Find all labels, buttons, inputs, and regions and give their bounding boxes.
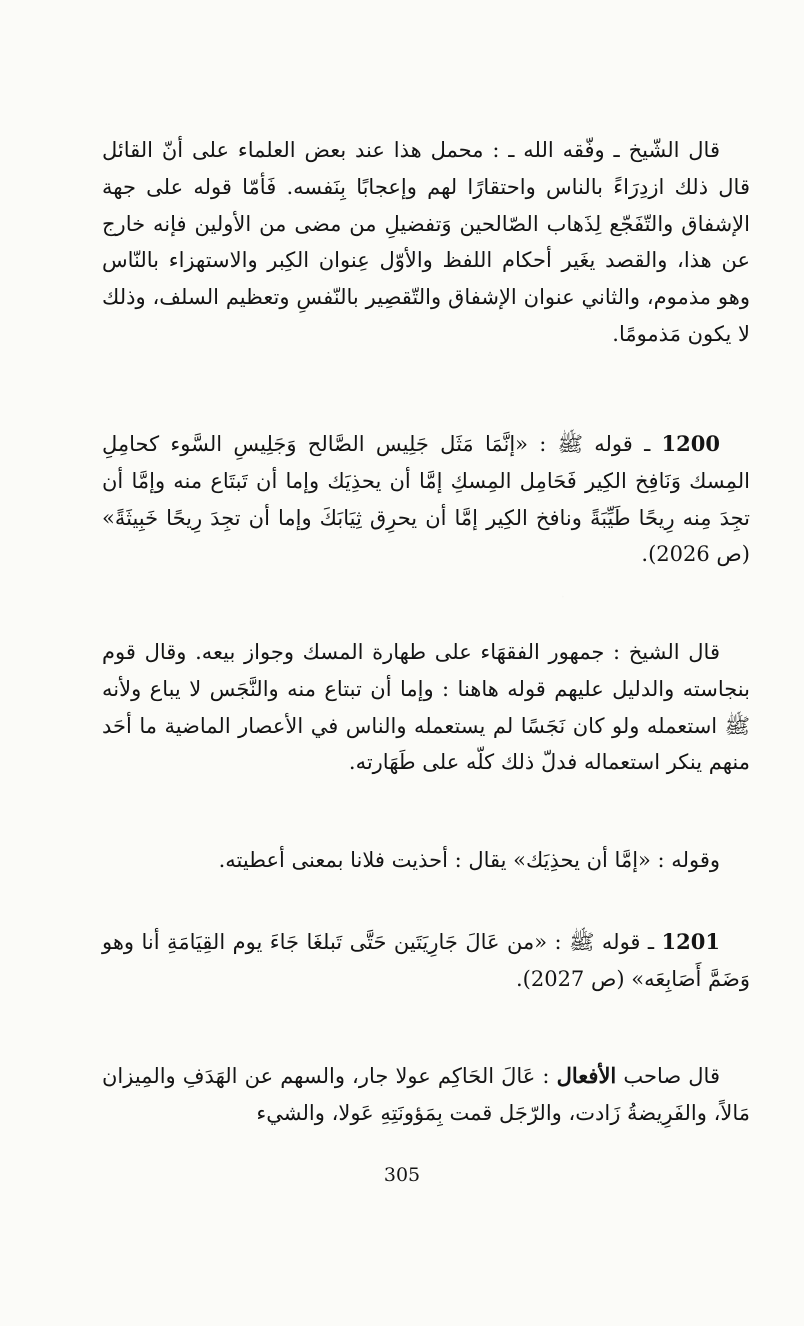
hadith-number: 1200 [661, 431, 720, 456]
commentary-paragraph-1 [102, 132, 750, 353]
hadith-text: ـ قوله ﷺ : «من عَالَ جَارِيَتَين حَتَّى تَبلغَا جَاءَ يوم القِيَامَةِ أنا وهو وَضَمَّ أَصَابِعَه» (ص 2027). [102, 930, 750, 991]
paragraph-text: قال الشّيخ ـ وفّقه الله ـ : محمل هذا عند بعض العلماء على أنّ القائل قال ذلك ازدِرَاءً بالناس واحتقارًا لهم وإعجابًا بِنَفسه. فَأمّا قوله على جهة الإشفاق والتّفَجّع لِذَهاب الصّالحين وَتفضيلِ من مضى من الأولين فإنه خارج عن هذا، والقصد يغَير أحكام اللفظ والأوّل عِنوان الكِبر والاستهزاء بالنّاس وهو مذموم، والثاني عنوان الإشفاق والتّقصِير بالنّفسِ وتعظيم السلف، وذلك لا يكون مَذمومًا. [102, 138, 750, 346]
book-title: الأفعال [556, 1063, 617, 1088]
paragraph-text [102, 1058, 750, 1132]
paragraph-text: قال الشيخ : جمهور الفقهَاء على طهارة المسك وجواز بيعه. وقال قوم بنجاسته والدليل عليهم قوله هاهنا : وإما أن تبتاع منه والنَّجَس لا يباع ولأنه ﷺ استعمله ولو كان نَجَسًا لم يستعمله والناس في الأعصار الماضية ما أحَد منهم ينكر استعماله فدلّ ذلك كلّه على طَهَارته. [102, 640, 750, 775]
commentary-paragraph-2 [102, 634, 750, 781]
hadith-text: ـ قوله ﷺ : «إنَّمَا مَثَل جَلِيس الصَّالح وَجَلِيسِ السَّوء كحامِلِ المِسك وَنَافِخ الكِير فَحَامِل المِسكِ إمَّا أن يحذِيَك وإما أن تَبتَاع منه وإمَّا أن تجِدَ مِنه رِيحًا طَيِّبَةً ونافخ الكِير إمَّا أن يحرِق ثِيَابَكَ وإما أن تجِدَ رِيحًا خَبِيثَةً» (ص 2026). [102, 432, 750, 567]
paragraph-rest: : عَالَ الحَاكِم عولا جار، والسهم عن الهَدَفِ والمِيزان مَالاً، والفَرِيضةُ زَادت، والرّجَل قمت بِمَؤونَتِهِ عَولا، والشيء [102, 1064, 750, 1125]
hadith-1201 [102, 924, 750, 998]
commentary-paragraph-4 [102, 1058, 750, 1132]
paragraph-prefix: قال صاحب [623, 1064, 720, 1088]
hadith-1200-paragraph [102, 426, 750, 573]
paragraph-text: وقوله : «إمَّا أن يحذِيَك» يقال : أحذيت فلانا بمعنى أعطيته. [218, 848, 720, 872]
commentary-paragraph-3 [102, 842, 750, 879]
hadith-1200 [102, 426, 750, 573]
hadith-1201-paragraph [102, 924, 750, 998]
hadith-number: 1201 [661, 929, 720, 954]
page-number: 305 [383, 1164, 421, 1186]
